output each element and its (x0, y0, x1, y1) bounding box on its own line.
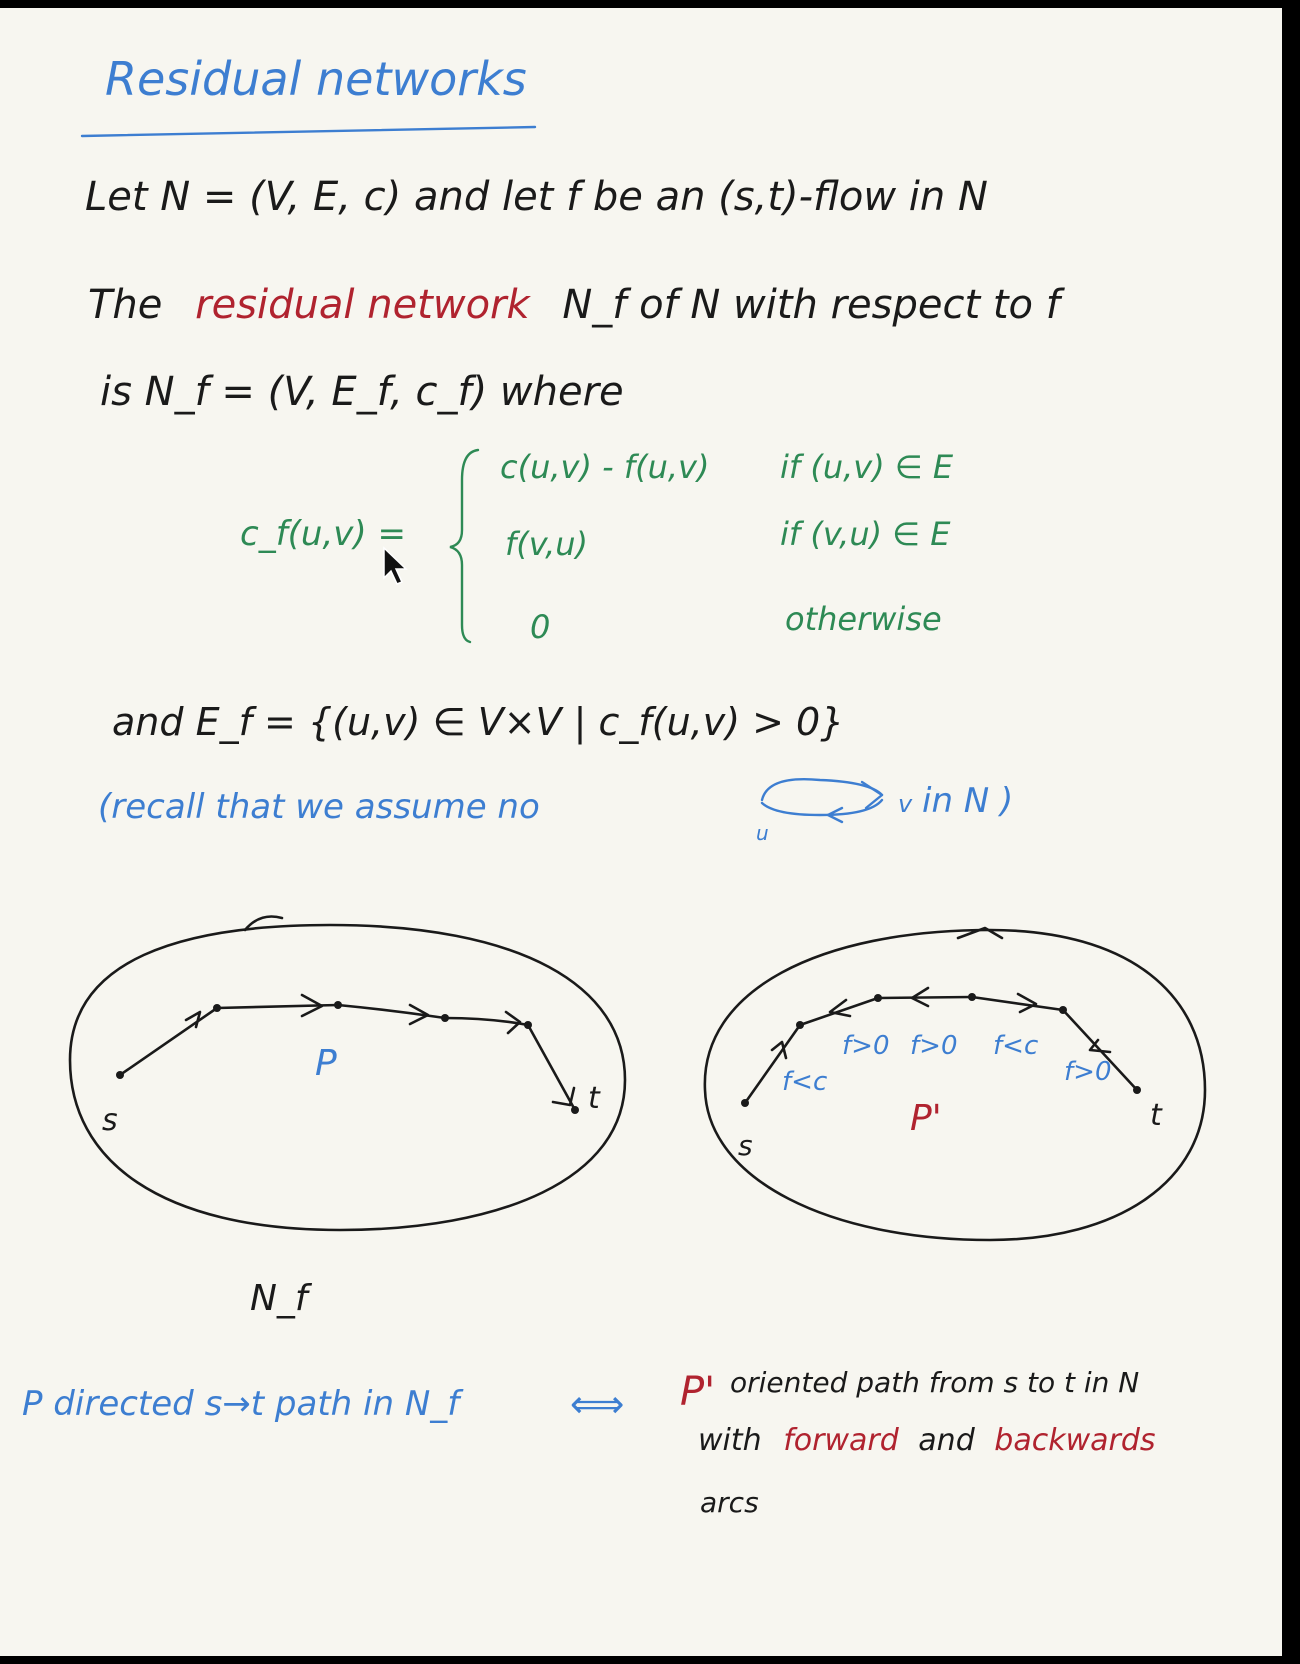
arc-label-4: f<c (993, 1031, 1039, 1061)
arc-label-1: f<c (782, 1067, 828, 1097)
capacity-lhs: c_f(u,v) = (240, 514, 406, 554)
page-title: Residual networks (105, 52, 527, 106)
arc-label-2: f>0 (842, 1031, 890, 1061)
case-2-condition: if (v,u) ∈ E (780, 515, 951, 553)
equivalence-arrow: ⟺ (570, 1382, 625, 1426)
conclusion-right-line3: arcs (700, 1486, 759, 1519)
definition-intro-line: Let N = (V, E, c) and let f be an (s,t)-flow in N (85, 174, 988, 220)
right-source-label: s (738, 1129, 753, 1162)
svg-text:The residual network (88, 282, 1066, 328)
residual-network-caption: N_f (250, 1278, 308, 1319)
residual-network-tuple: is N_f = (V, E_f, c_f) where (100, 369, 624, 415)
conclusion-path-label: P' (680, 1369, 716, 1415)
case-1-value: c(u,v) - f(u,v) (500, 448, 710, 486)
edge-set-definition: and E_f = {(u,v) ∈ V×V | c_f(u,v) > 0} (112, 700, 845, 744)
backwards-term: backwards (994, 1423, 1156, 1458)
arc-label-3: f>0 (910, 1031, 958, 1061)
forward-term: forward (783, 1423, 899, 1458)
recall-suffix: in N ) (922, 781, 1014, 821)
sentence-suffix: N_f of N with respect to f (562, 282, 1060, 328)
recall-node-u: u (756, 821, 769, 845)
conclusion-right-line2 (698, 1423, 1156, 1458)
conclusion-left: P directed s→t path in N_f (22, 1384, 460, 1424)
recall-text: (recall that we assume no (98, 787, 540, 827)
conclusion-right-line1: oriented path from s to t in N (730, 1366, 1140, 1399)
right-arc-3 (878, 997, 972, 998)
left-sink-label: t (588, 1081, 600, 1116)
recall-node-v: v (898, 790, 913, 818)
and-word: and (918, 1423, 975, 1458)
case-3-condition: otherwise (785, 600, 942, 638)
case-2-value: f(v,u) (505, 525, 589, 563)
case-3-value: 0 (530, 608, 551, 646)
left-source-label: s (102, 1103, 118, 1138)
case-1-condition: if (u,v) ∈ E (780, 448, 954, 486)
right-path-label: P' (910, 1098, 942, 1139)
right-sink-label: t (1150, 1098, 1162, 1133)
residual-network-term: residual network (195, 282, 530, 328)
arc-label-5: f>0 (1064, 1057, 1112, 1087)
sentence-prefix: The (88, 282, 163, 328)
with-word: with (698, 1423, 762, 1458)
left-path-label: P (315, 1043, 337, 1084)
residual-network-sentence (88, 282, 1066, 328)
